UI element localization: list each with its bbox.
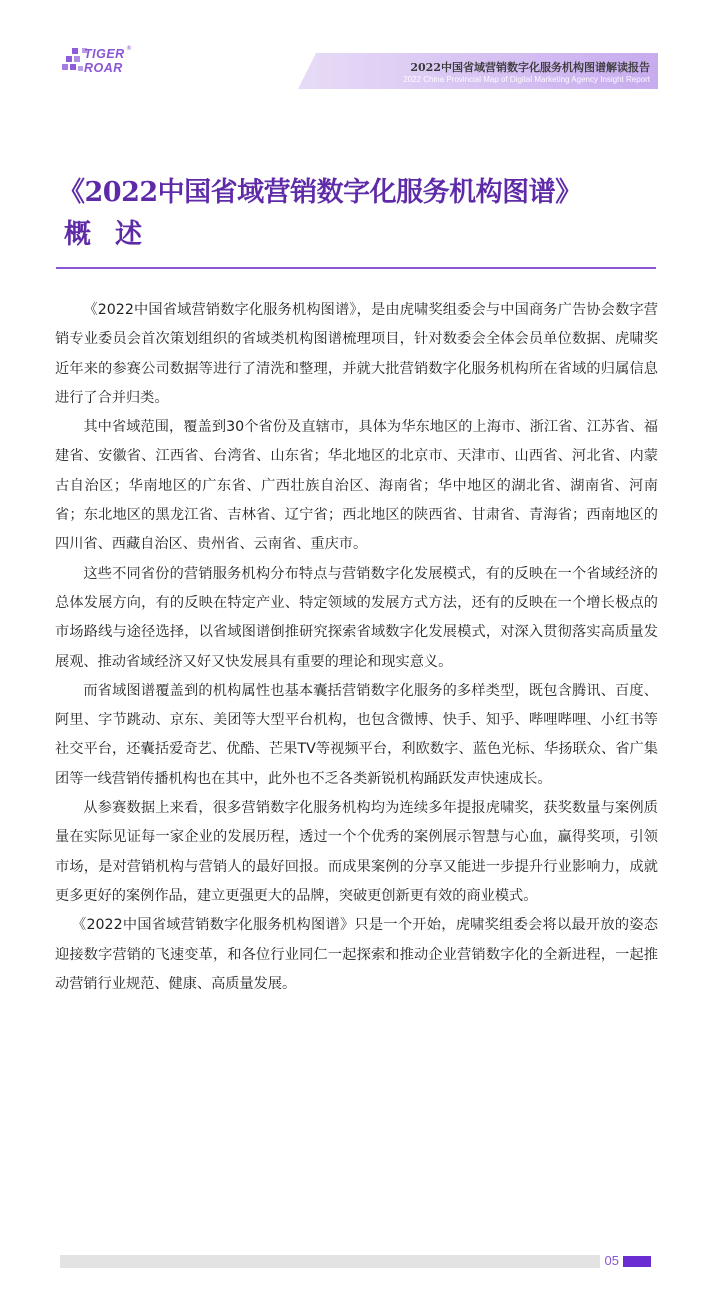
paragraph: 《2022中国省域营销数字化服务机构图谱》只是一个开始，虎啸奖组委会将以最开放的姿态迎接数字营销的飞速变革，和各位行业同仁一起探索和推动企业营销数字化的全新进程，一起推动营销行业规范、健康、高质量发展。: [55, 917, 658, 992]
logo-line2: ROAR: [84, 61, 123, 75]
paragraph: 其中省域范围，覆盖到30个省份及直辖市，具体为华东地区的上海市、浙江省、江苏省、福建省、安徽省、江西省、台湾省、山东省；华北地区的北京市、天津市、山西省、河北省、内蒙古自治区；华南地区的广东省、广西壮族自治区、海南省；华中地区的湖北省、湖南省、河南省；东北地区的黑龙江省、吉林省、辽宁省；西北地区的陕西省、甘肃省、青海省；西南地区的四川省、西藏自治区、贵州省、云南省、重庆市。: [55, 419, 658, 553]
footer-bar: [60, 1255, 600, 1268]
paragraph: 这些不同省份的营销服务机构分布特点与营销数字化发展模式，有的反映在一个省域经济的总体发展方向，有的反映在特定产业、特定领域的发展方式方法，还有的反映在一个增长极点的市场路线与途径选择，以省域图谱倒推研究探索省域数字化发展模式，对深入贯彻落实高质量发展观、推动省域经济又好又快发展具有重要的理论和现实意义。: [55, 565, 658, 670]
title-divider: [56, 267, 656, 269]
page-number: 05: [604, 1253, 619, 1268]
footer-accent-block: [623, 1256, 651, 1267]
header-title: 2022中国省域营销数字化服务机构图谱解读报告: [410, 61, 650, 74]
body-text: [55, 296, 658, 999]
registered-mark: ®: [126, 45, 132, 52]
logo-line1: TIGER: [84, 47, 125, 61]
paragraph: 《2022中国省域营销数字化服务机构图谱》，是由虎啸奖组委会与中国商务广告协会数字营销专业委员会首次策划组织的省域类机构图谱梳理项目，针对数委会全体会员单位数据、虎啸奖近年来的参赛公司数据等进行了清洗和整理，并就大批营销数字化服务机构所在省域的归属信息进行了合并归类。: [55, 302, 658, 406]
logo-text: [84, 47, 125, 75]
paragraph: 从参赛数据上来看，很多营销数字化服务机构均为连续多年提报虎啸奖，获奖数量与案例质量在实际见证每一家企业的发展历程，透过一个个优秀的案例展示智慧与心血，赢得奖项，引领市场，是对营销机构与营销人的最好回报。而成果案例的分享又能进一步提升行业影响力，成就更多更好的案例作品，建立更强更大的品牌，突破更创新更有效的商业模式。: [55, 800, 658, 904]
page-subtitle: 概述: [64, 219, 166, 250]
tiger-roar-logo: [62, 44, 152, 88]
header-subtitle: 2022 China Provincial Map of Digital Marketing Agency Insight Report: [403, 75, 650, 84]
paragraph: 而省域图谱覆盖到的机构属性也基本囊括营销数字化服务的多样类型，既包含腾讯、百度、阿里、字节跳动、京东、美团等大型平台机构，也包含微博、快手、知乎、哔哩哔哩、小红书等社交平台，还囊括爱奇艺、优酷、芒果TV等视频平台，利欧数字、蓝色光标、华扬联众、省广集团等一线营销传播机构也在其中，此外也不乏各类新锐机构踊跃发声快速成长。: [55, 682, 658, 787]
page-title: 《2022中国省域营销数字化服务机构图谱》: [58, 177, 582, 208]
